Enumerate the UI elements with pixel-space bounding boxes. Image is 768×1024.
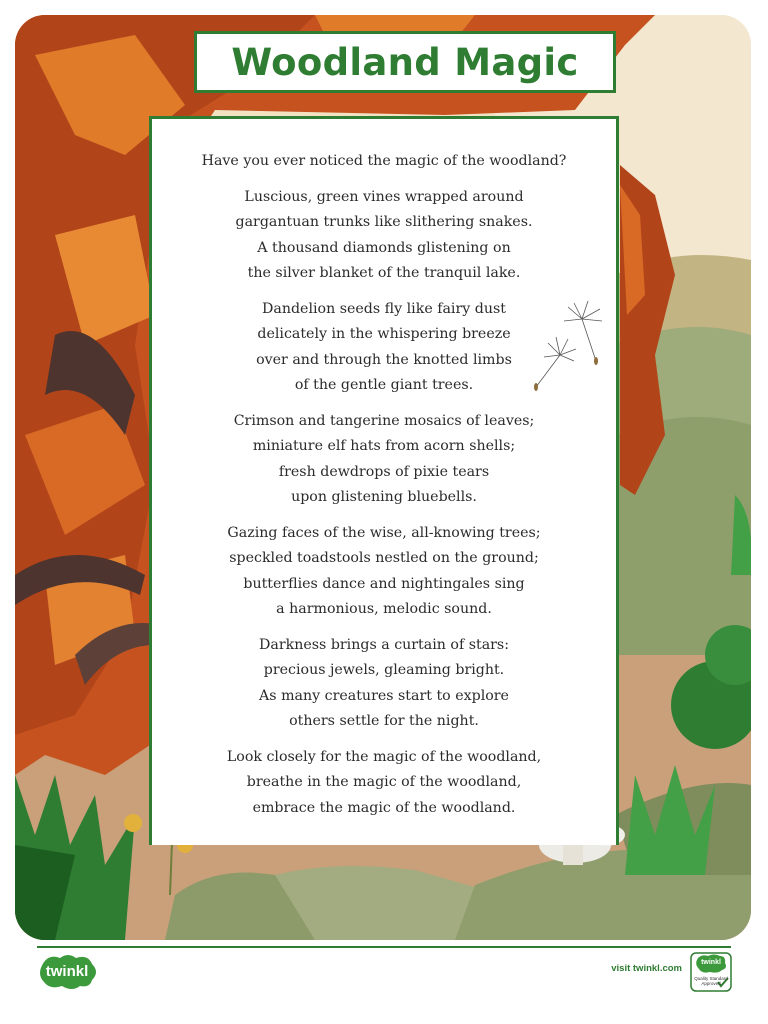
poem-body: [152, 149, 616, 832]
dandelion-seed-icon: [530, 297, 610, 397]
poem-line: precious jewels, gleaming bright.: [263, 662, 505, 679]
poem-title: Woodland Magic: [231, 40, 579, 84]
poem-line: a harmonious, melodic sound.: [276, 600, 492, 617]
poem-line: over and through the knotted limbs: [256, 351, 512, 368]
badge-label: Quality Standard Approved: [694, 976, 728, 986]
poem-line: miniature elf hats from acorn shells;: [252, 438, 516, 455]
poem-line: delicately in the whispering breeze: [257, 326, 511, 343]
poem-line: Dandelion seeds fly like fairy dust: [262, 301, 506, 318]
poem-stanza: [152, 409, 616, 510]
poem-line: Have you ever noticed the magic of the woodland?: [201, 153, 567, 169]
poem-line: butterflies dance and nightingales sing: [243, 575, 525, 592]
poem-line: the silver blanket of the tranquil lake.: [247, 264, 521, 281]
footer-divider: [37, 946, 731, 948]
poem-line: upon glistening bluebells.: [291, 488, 477, 505]
visit-link[interactable]: visit twinkl.com: [611, 963, 682, 974]
title-banner: [194, 31, 616, 93]
poem-stanza: [152, 745, 616, 821]
poem-line: Luscious, green vines wrapped around: [244, 189, 524, 206]
poem-stanza: [152, 521, 616, 622]
twinkl-logo-icon[interactable]: [36, 954, 98, 990]
twinkl-logo-text: twinkl: [45, 963, 89, 980]
poem-stanza: [152, 149, 616, 174]
poem-line: embrace the magic of the woodland.: [252, 799, 516, 816]
poem-line: of the gentle giant trees.: [294, 376, 474, 393]
poem-line: Darkness brings a curtain of stars:: [259, 637, 509, 654]
poem-line: breathe in the magic of the woodland,: [246, 774, 522, 791]
poem-line: others settle for the night.: [289, 712, 479, 729]
quality-badge-icon: [690, 952, 732, 992]
poem-line: Gazing faces of the wise, all-knowing trees;: [227, 525, 541, 542]
poem-line: Crimson and tangerine mosaics of leaves;: [233, 413, 535, 430]
poem-line: As many creatures start to explore: [259, 687, 509, 704]
poem-line: gargantuan trunks like slithering snakes.: [235, 214, 533, 231]
poem-line: fresh dewdrops of pixie tears: [278, 463, 490, 480]
poem-panel: [149, 116, 619, 845]
poem-stanza: [152, 633, 616, 734]
poem-line: A thousand diamonds glistening on: [257, 239, 511, 256]
badge-brand: twinkl: [701, 959, 721, 966]
poem-line: speckled toadstools nestled on the ground;: [229, 550, 539, 567]
poem-stanza: [152, 185, 616, 286]
poem-line: Look closely for the magic of the woodland,: [226, 749, 542, 766]
